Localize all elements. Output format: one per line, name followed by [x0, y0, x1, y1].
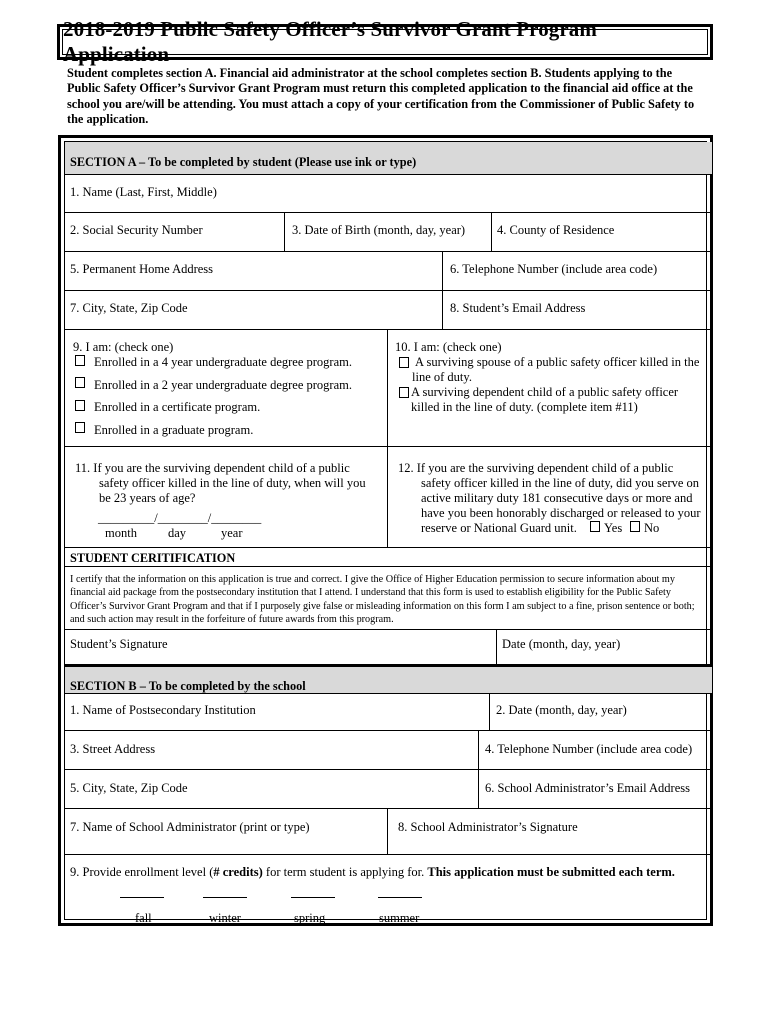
year-caption: year	[221, 526, 243, 540]
q11-text-line-2: safety officer killed in the line of duty, when will you	[99, 476, 366, 490]
student-email-field[interactable]: 8. Student’s Email Address	[450, 301, 586, 315]
divider	[65, 251, 712, 252]
divider	[489, 693, 490, 730]
divider	[442, 251, 443, 290]
home-address-field[interactable]: 5. Permanent Home Address	[70, 262, 214, 276]
q12-text-line-4: have you been honorably discharged or released to your	[421, 506, 701, 520]
ssn-field[interactable]: 2. Social Security Number	[70, 223, 203, 237]
q12-text-line-1: 12. If you are the surviving dependent child of a public	[398, 461, 674, 475]
q9-option-2-label: Enrolled in a 2 year undergraduate degree program.	[94, 378, 352, 392]
divider	[65, 854, 712, 855]
term-fall-label: fall	[135, 911, 152, 925]
day-caption: day	[168, 526, 187, 540]
q9-option-3-label: Enrolled in a certificate program.	[94, 400, 261, 414]
term-spring-label: spring	[294, 911, 326, 925]
certification-header: STUDENT CERITIFICATION	[70, 551, 236, 565]
submission-notice: This application must be submitted each term.	[427, 865, 675, 879]
section-a-header: SECTION A – To be completed by student (Please use ink or type)	[70, 155, 417, 169]
q12-yes-checkbox[interactable]	[590, 521, 600, 532]
divider	[387, 808, 388, 854]
q12-no-checkbox[interactable]	[630, 521, 640, 532]
q9-option-2-checkbox[interactable]	[75, 377, 85, 388]
divider	[496, 629, 497, 665]
divider	[284, 212, 285, 251]
enrollment-level-instruction	[70, 865, 675, 880]
fall-credits-blank[interactable]	[120, 897, 164, 898]
month-caption: month	[105, 526, 137, 540]
divider	[65, 547, 712, 548]
q11-text-line-1: 11. If you are the surviving dependent child of a public	[75, 461, 350, 475]
school-date-field[interactable]: 2. Date (month, day, year)	[496, 703, 627, 717]
q12-no-label: No	[644, 521, 660, 535]
age-23-date-blank[interactable]: _________/________/________	[98, 511, 262, 525]
form-title: 2018-2019 Public Safety Officer’s Survivor Grant Program Application	[62, 29, 708, 55]
school-phone-field[interactable]: 4. Telephone Number (include area code)	[485, 742, 693, 756]
q11-text-line-3: be 23 years of age?	[99, 491, 196, 505]
q9-option-4-label: Enrolled in a graduate program.	[94, 423, 254, 437]
form-frame	[58, 135, 713, 926]
q10-option-2-label-cont: killed in the line of duty. (complete item #11)	[411, 400, 638, 414]
certification-statement: I certify that the information on this application is true and correct. I give the Office of Higher Education permission to secure information about my financial aid package from the postsecondary institution that I attend. I understand that this form is used to establish eligibility for the Public Safety Officer’s Survivor Grant Program and that if I purposely give false or misleading information on this form I am subject to a fine, prison sentence or both; and such action may result in the forfeiture of future awards from this program.	[70, 574, 695, 626]
summer-credits-blank[interactable]	[378, 897, 422, 898]
section-b-header: SECTION B – To be completed by the school	[70, 679, 306, 693]
divider	[387, 329, 388, 547]
q10-option-2-checkbox[interactable]	[399, 387, 409, 398]
q10-option-2-label: A surviving dependent child of a public safety officer	[411, 385, 679, 399]
student-phone-field[interactable]: 6. Telephone Number (include area code)	[450, 262, 658, 276]
student-name-field[interactable]: 1. Name (Last, First, Middle)	[70, 185, 217, 199]
credits-label: # credits)	[213, 865, 263, 879]
q12-yes-label: Yes	[604, 521, 623, 535]
q12-text-line-3: active military duty 181 consecutive days or more and	[421, 491, 693, 505]
title-box	[57, 17, 713, 66]
term-summer-label: summer	[379, 911, 420, 925]
divider	[65, 808, 712, 809]
enrollment-prefix: 9. Provide enrollment level (	[70, 865, 214, 879]
divider	[491, 212, 492, 251]
school-city-state-zip-field[interactable]: 5. City, State, Zip Code	[70, 781, 188, 795]
enrollment-mid: for term student is applying for.	[262, 865, 428, 879]
q12-text-line-2: safety officer killed in the line of duty, did you serve on	[421, 476, 700, 490]
admin-name-field[interactable]: 7. Name of School Administrator (print or type)	[70, 820, 310, 834]
city-state-zip-field[interactable]: 7. City, State, Zip Code	[70, 301, 188, 315]
divider	[65, 446, 712, 447]
divider	[65, 290, 712, 291]
divider	[65, 174, 712, 175]
q12-text-line-5: reserve or National Guard unit.	[421, 521, 577, 535]
divider	[65, 730, 712, 731]
q10-label: 10. I am: (check one)	[395, 340, 502, 354]
admin-email-field[interactable]: 6. School Administrator’s Email Address	[485, 781, 690, 795]
q9-option-4-checkbox[interactable]	[75, 422, 85, 433]
divider	[65, 769, 712, 770]
q9-option-1-checkbox[interactable]	[75, 355, 85, 366]
q9-option-1-label: Enrolled in a 4 year undergraduate degree program.	[94, 355, 352, 369]
q10-option-1-checkbox[interactable]	[399, 357, 409, 368]
instructions: Student completes section A. Financial aid administrator at the school completes section B. Students applying to the Public Safety Officer’s Survivor Grant Program must return this completed application to the financial aid office at the school you are/will be attending. You must attach a copy of your certification from the Commissioner of Public Safety to the application.	[67, 66, 695, 126]
spring-credits-blank[interactable]	[291, 897, 335, 898]
county-field[interactable]: 4. County of Residence	[497, 223, 615, 237]
q9-option-3-checkbox[interactable]	[75, 400, 85, 411]
divider	[65, 629, 712, 630]
street-address-field[interactable]: 3. Street Address	[70, 742, 156, 756]
winter-credits-blank[interactable]	[203, 897, 247, 898]
divider	[65, 693, 712, 694]
dob-field[interactable]: 3. Date of Birth (month, day, year)	[292, 223, 466, 237]
divider	[442, 290, 443, 329]
student-signature-date-field[interactable]: Date (month, day, year)	[502, 637, 621, 651]
form-inner-frame	[64, 141, 707, 925]
q10-option-1-label: A surviving spouse of a public safety officer killed in the	[415, 355, 700, 369]
admin-signature-field[interactable]: 8. School Administrator’s Signature	[398, 820, 578, 834]
term-winter-label: winter	[209, 911, 241, 925]
divider	[65, 212, 712, 213]
divider	[65, 566, 712, 567]
student-signature-field[interactable]: Student’s Signature	[70, 637, 168, 651]
q9-label: 9. I am: (check one)	[73, 340, 174, 354]
institution-name-field[interactable]: 1. Name of Postsecondary Institution	[70, 703, 256, 717]
divider	[65, 329, 712, 330]
q10-option-1-label-cont: line of duty.	[412, 370, 472, 384]
